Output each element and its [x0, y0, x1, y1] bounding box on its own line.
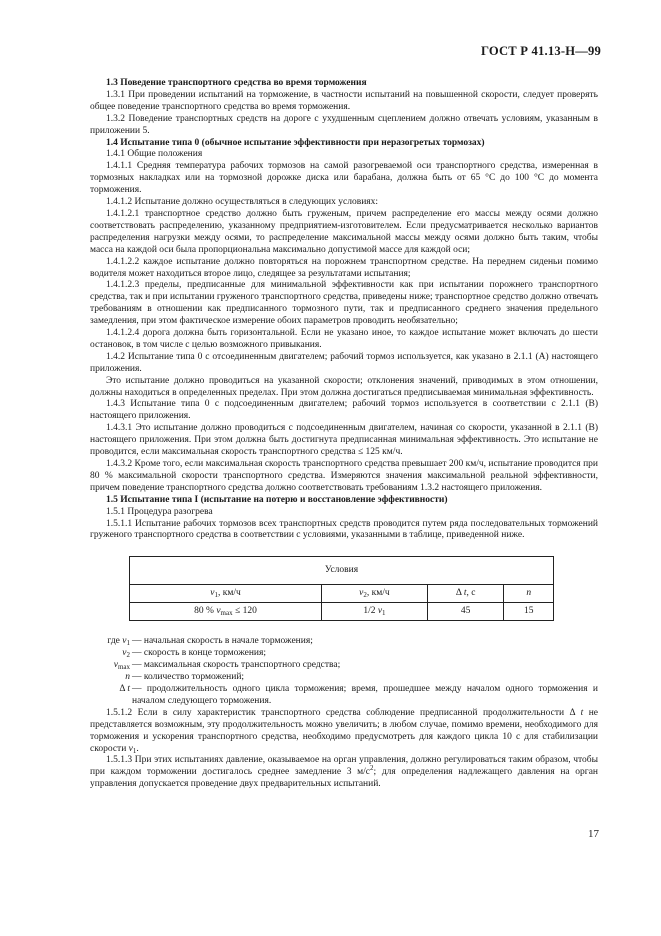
paragraph: 1.3.1 При проведении испытаний на торможение, в частности испытаний на повышенной скорости, следует проверять общее поведение транспортного средства во время торможения. — [90, 89, 598, 112]
col-v1: $v_1$, км/ч — [130, 585, 322, 603]
paragraph: 1.4.1.2.2 каждое испытание должно повторяться на порожнем транспортном средстве. На переднем сиденьи помимо водителя может находиться второе лицо, следящее за результатами испытания; — [90, 256, 598, 279]
page-content — [90, 78, 598, 791]
paragraph: 1.4.1.2.3 пределы, предписанные для минимальной эффективности как при испытании порожнего транспортного средства, так и при испытании груженого транспортного средства, приведены ниже; транспортное средство должно отвечать требованиям в отношении как предписанного тормозного пути, так и предписанного среднего значения предельного замедления, при этом фактическое измерение обоих параметров проводить необязательно; — [90, 280, 598, 327]
legend-item: $v_2$ — скорость в конце торможения; — [122, 648, 267, 660]
cell-dt: 45 — [427, 603, 504, 621]
table-row — [130, 603, 554, 621]
legend-item: n — количество торможений; — [125, 672, 245, 683]
paragraph: 1.4.1.1 Средняя температура рабочих тормозов на самой разогреваемой оси транспортного средства, измеренная в тормозных накладках или на тормозной дорожке диска или барабана, должна быть от 65 °С до 100 °С до момента торможения. — [90, 161, 598, 196]
paragraph: 1.4.1.2.4 дорога должна быть горизонтальной. Если не указано иное, то каждое испытание может включать до шести остановок, в том числе с целью возможного привыкания. — [90, 328, 598, 350]
paragraph: 1.4.1 Общие положения — [106, 149, 203, 160]
paragraph: 1.4.3.1 Это испытание должно проводиться с подсоединенным двигателем, начиная со скорости, указанной в 2.1.1 (В) настоящего приложения. При этом должна быть достигнута предписанная минимальная эффективность. Это испытание не проводится, если максимальная скорость транспортного средства ≤ 125 км/ч. — [90, 423, 598, 458]
paragraph: 1.4.1.2 Испытание должно осуществляться в следующих условиях: — [106, 197, 379, 208]
paragraph-1-5-1-2: 1.5.1.2 Если в силу характеристик транспортного средства соблюдение предписанной продолжительности Δ t не представляется возможным, эту продолжительность можно увеличить; в любом случае, помимо времени, необходимого для торможения и ускорения транспортного средства, необходимо предусмотреть для каждого цикла 10 с для стабилизации скорости $v_1$. — [90, 707, 598, 755]
cell-v2: 1/2 $v_1$ — [322, 603, 428, 621]
paragraph-list — [90, 78, 598, 542]
legend-item: $v_{max}$ — максимальная скорость транспортного средства; — [113, 660, 341, 672]
legend — [90, 636, 598, 707]
col-dt: Δ t, с — [427, 585, 504, 603]
paragraph-1-5-1-3: 1.5.1.3 При этих испытаниях давление, оказываемое на орган управления, должно регулироваться таким образом, чтобы при каждом торможении достигалось среднее замедление 3 $м/с^2$; для определения надлежащего давления на орган управления допускается проведение двух предварительных испытаний. — [90, 755, 598, 790]
paragraph: 1.4.2 Испытание типа 0 с отсоединенным двигателем; рабочий тормоз используется, как указано в 2.1.1 (А) настоящего приложения. — [90, 351, 598, 374]
table-title: Условия — [130, 557, 554, 585]
table-header-row — [130, 557, 554, 585]
cell-n: 15 — [504, 603, 554, 621]
conditions-table — [129, 556, 554, 621]
page-number: 17 — [588, 828, 599, 840]
standard-header: ГОСТ Р 41.13-Н—99 — [480, 44, 601, 58]
legend-item: где $v_1$ — начальная скорость в начале торможения; — [107, 636, 313, 648]
legend-item: Δ t — продолжительность одного цикла торможения; время, прошедшее между началом одного торможения и началом следующего торможения. — [119, 683, 598, 706]
table-columns-row — [130, 585, 554, 603]
col-v2: $v_2$, км/ч — [322, 585, 428, 603]
section-heading: 1.5 Испытание типа I (испытание на потерю и восстановление эффективности) — [106, 494, 448, 505]
paragraph: 1.4.1.2.1 транспортное средство должно быть груженым, причем распределение его массы между осями должно соответствовать распределению, указанному предприятием-изготовителем. Если предусматривается несколько вариантов распределения нагрузки между осями, то распределение максимальной массы между осями должно быть таким, чтобы масса на каждой оси была пропорциональна максимально допустимой массе для каждой оси; — [90, 208, 598, 255]
paragraph: 1.3.2 Поведение транспортных средств на дороге с ухудшенным сцеплением должно отвечать условиям, указанным в приложении 5. — [90, 113, 598, 136]
col-n: n — [504, 585, 554, 603]
paragraph: 1.5.1.1 Испытание рабочих тормозов всех транспортных средств проводится путем ряда последовательных торможений груженого транспортного средства в соответствии с условиями, указанными в таблице, приведенной ниже. — [90, 518, 598, 541]
section-heading: 1.4 Испытание типа 0 (обычное испытание эффективности при неразогретых тормозах) — [106, 137, 485, 148]
paragraph: 1.4.3.2 Кроме того, если максимальная скорость транспортного средства превышает 200 км/ч, испытание проводится при 80 % максимальной скорости транспортного средства. Измеряются значения максимальной реальной эффективности, причем поведение транспортного средства должно соответствовать требованиям 1.3.2 настоящего приложения. — [90, 459, 598, 493]
paragraph: Это испытание должно проводиться на указанной скорости; отклонения значений, приводимых в этом отношении, должны находиться в определенных пределах. При этом должна достигаться предписываемая минимальная эффективность. — [90, 375, 598, 398]
section-heading: 1.3 Поведение транспортного средства во время торможения — [106, 78, 367, 88]
paragraph: 1.5.1 Процедура разогрева — [106, 506, 213, 517]
cell-v1: 80 % $v_{max} \le 120$ — [130, 603, 322, 621]
paragraph: 1.4.3 Испытание типа 0 с подсоединенным двигателем; рабочий тормоз используется в соответствии с 2.1.1 (В) настоящего приложения. — [90, 399, 598, 422]
